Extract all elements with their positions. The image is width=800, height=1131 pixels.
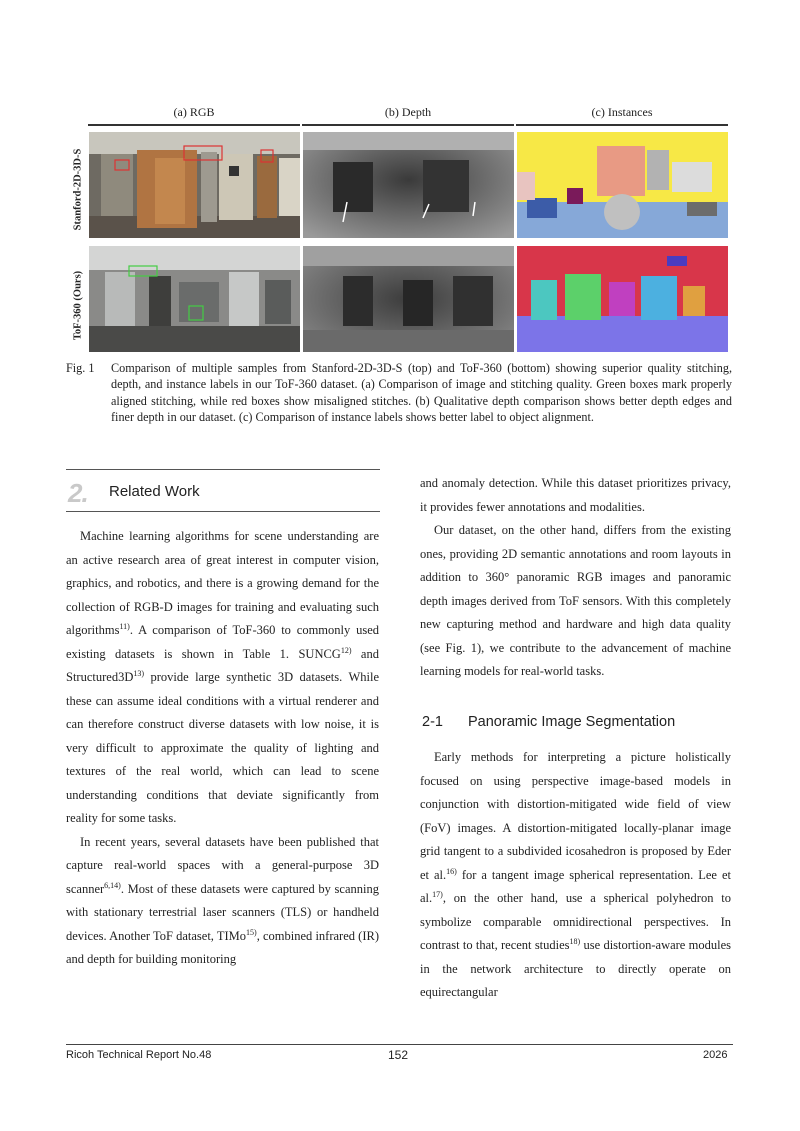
figure-caption <box>66 360 732 426</box>
paragraph: Our dataset, on the other hand, differs from the existing ones, providing 2D semantic annotations and room layouts in addition to 360° panoramic RGB images and panoramic depth images derived from ToF sensors. With this completely new capturing method and hardware and high data quality (see Fig. 1), we contribute to the advancement of machine learning models for real-world tasks. <box>420 523 731 678</box>
paragraph: Machine learning algorithms for scene understanding are an active research area of great interest in computer vision, graphics, and robotics, and there is a growing demand for the collection of RGB-D images for training and evaluating such algorithms$^{11)}$. A comparison of ToF-360 to commonly used existing datasets is shown in Table 1. SUNCG$^{12)}$ and $Structured3D^{13)}$ provide large synthetic 3D datasets. While these can assume ideal conditions with a virtual renderer and can therefore construct diverse datasets with low noise, it is very difficult to approximate the quality of lighting and textures of the real world, which can lead to scene understanding conditions that deviate significantly from reality for some tasks. <box>66 529 379 825</box>
section-number: 2. <box>68 478 88 508</box>
footer-page-number: 152 <box>388 1048 409 1062</box>
tof360-rgb-panorama <box>89 246 300 352</box>
section-bottom-rule <box>66 511 380 512</box>
footer-year: 2026 <box>703 1049 728 1061</box>
figure-caption-text: Comparison of multiple samples from Stanford-2D-3D-S (top) and ToF-360 (bottom) showing superior quality stitching, depth, and instance labels in our ToF-360 dataset. (a) Comparison of image and stitching quality. Green boxes mark properly aligned stitching, while red boxes show misaligned stitches. (b) Qualitative depth comparison shows better depth edges and finer depth in our dataset. (c) Comparison of instance labels shows better label to object alignment. <box>111 361 732 425</box>
stanford-rgb-panorama <box>89 132 300 238</box>
paragraph: In recent years, several datasets have been published that capture real-world spaces with a general-purpose 3D scanner$^{6,14)}$. Most of these datasets were captured by scanning with stationary terrestrial laser scanners (TLS) or handheld devices. Another ToF dataset, TIMo$^{15)}$, combined infrared (IR) and depth for building monitoring <box>66 834 379 966</box>
tof360-depth-map <box>303 246 514 352</box>
figure-column-rule <box>516 124 728 126</box>
figure-caption-label: Fig. 1 <box>66 361 95 375</box>
figure-column-rule <box>302 124 514 126</box>
figure-column-header-instances: (c) Instances <box>591 105 653 119</box>
stanford-depth-map <box>303 132 514 238</box>
section-title: Related Work <box>109 483 200 500</box>
stanford-instance-labels <box>517 132 728 238</box>
subsection-title: Panoramic Image Segmentation <box>468 714 676 730</box>
figure-row-label-stanford: Stanford-2D-3D-S <box>72 148 84 231</box>
left-column <box>66 525 379 972</box>
subsection-number: 2-1 <box>422 714 443 730</box>
section-top-rule <box>66 469 380 470</box>
paragraph: Early methods for interpreting a picture holistically focused on using perspective image-based models in conjunction with distortion-mitigated wide field of view (FoV) images. A distortion-mitigated locally-planar image grid tangent to a subdivided icosahedron is proposed by Eder et al.$^{16)}$ for a tangent image spherical representation. Lee et al.$^{17)}$, on the other hand, use a spherical polyhedron to symbolize comparable omnidirectional perspectives. In contrast to that, recent studies$^{18)}$ use distortion-aware modules in the network architecture to directly operate on equirectangular <box>420 750 731 999</box>
figure-column-header-depth: (b) Depth <box>384 105 432 119</box>
figure-row-label-tof360: ToF-360 (Ours) <box>72 270 84 341</box>
right-column <box>420 472 731 684</box>
figure-column-header-rgb: (a) RGB <box>173 105 215 119</box>
footer-report-name: Ricoh Technical Report No.48 <box>66 1049 212 1061</box>
figure-column-rule <box>88 124 300 126</box>
paragraph: and anomaly detection. While this dataset prioritizes privacy, it provides fewer annotations and modalities. <box>420 476 731 514</box>
right-column-continued <box>420 746 731 1005</box>
footer-rule <box>66 1044 733 1045</box>
tof360-instance-labels <box>517 246 728 352</box>
